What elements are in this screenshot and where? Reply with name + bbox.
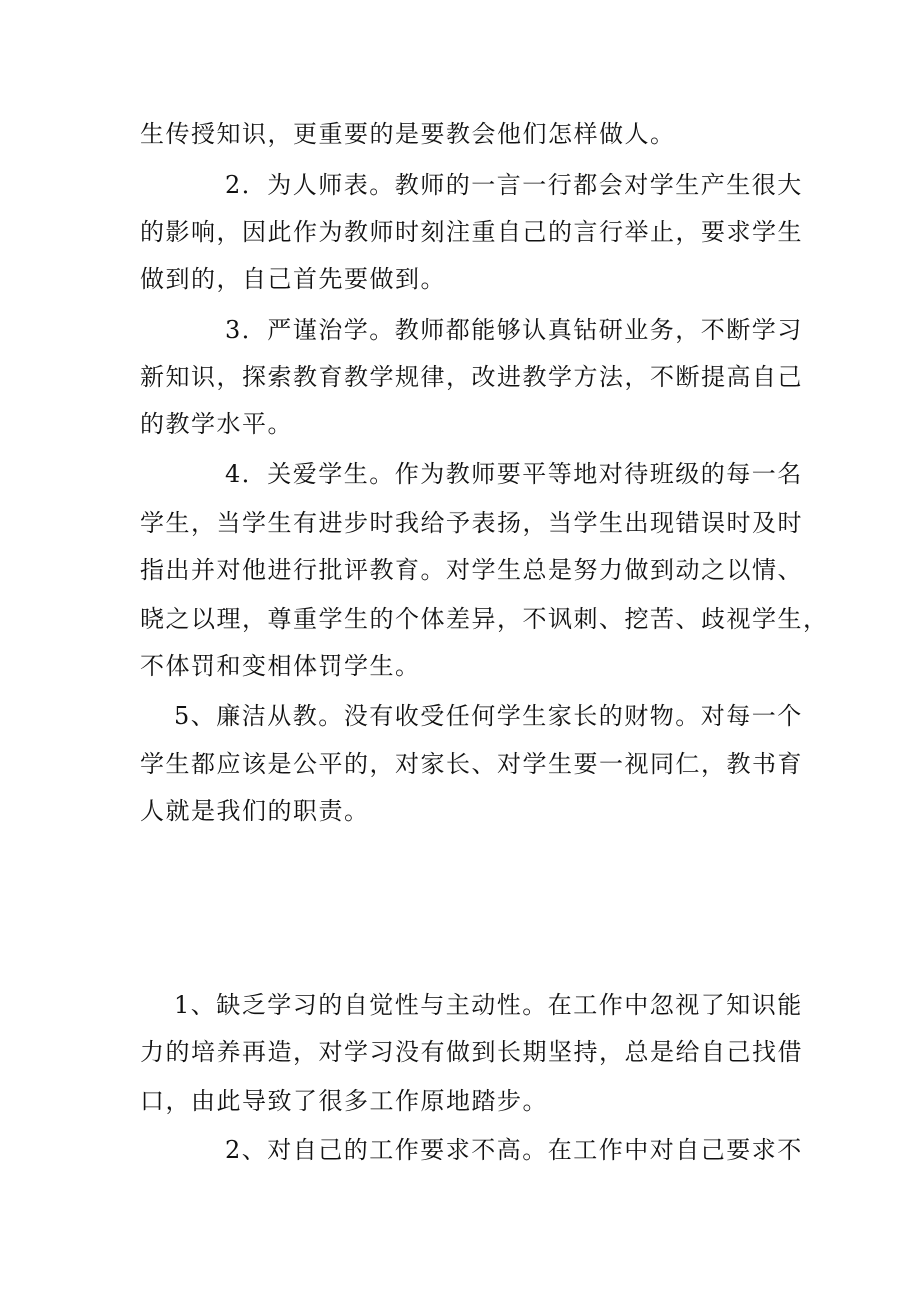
text-line: 学生，当学生有进步时我给予表扬，当学生出现错误时及时 [140,509,803,537]
text-line: 4．关爱学生。作为教师要平等地对待班级的每一名 [225,460,803,488]
text-line: 人就是我们的职责。 [140,797,370,825]
text-line: 口，由此导致了很多工作原地踏步。 [140,1087,548,1115]
text-line: 不体罚和变相体罚学生。 [140,652,421,680]
text-line: 2、对自己的工作要求不高。在工作中对自己要求不 [225,1136,803,1164]
text-line: 指出并对他进行批评教育。对学生总是努力做到动之以情、 [140,556,803,584]
text-line: 晓之以理，尊重学生的个体差异，不讽刺、挖苦、歧视学生， [140,605,829,633]
text-line: 做到的，自己首先要做到。 [140,265,446,293]
text-line: 力的培养再造，对学习没有做到长期坚持，总是给自己找借 [140,1038,803,1066]
text-line: 生传授知识，更重要的是要教会他们怎样做人。 [140,120,676,148]
text-line: 3．严谨治学。教师都能够认真钻研业务，不断学习 [225,316,803,344]
text-line: 的影响，因此作为教师时刻注重自己的言行举止，要求学生 [140,218,803,246]
text-line: 1、缺乏学习的自觉性与主动性。在工作中忽视了知识能 [174,991,803,1019]
text-line: 学生都应该是公平的，对家长、对学生要一视同仁，教书育 [140,750,803,778]
text-line: 的教学水平。 [140,410,293,438]
text-line: 新知识，探索教育教学规律，改进教学方法，不断提高自己 [140,363,803,391]
text-line: 2．为人师表。教师的一言一行都会对学生产生很大 [225,171,803,199]
text-line: 5、廉洁从教。没有收受任何学生家长的财物。对每一个 [174,702,803,730]
